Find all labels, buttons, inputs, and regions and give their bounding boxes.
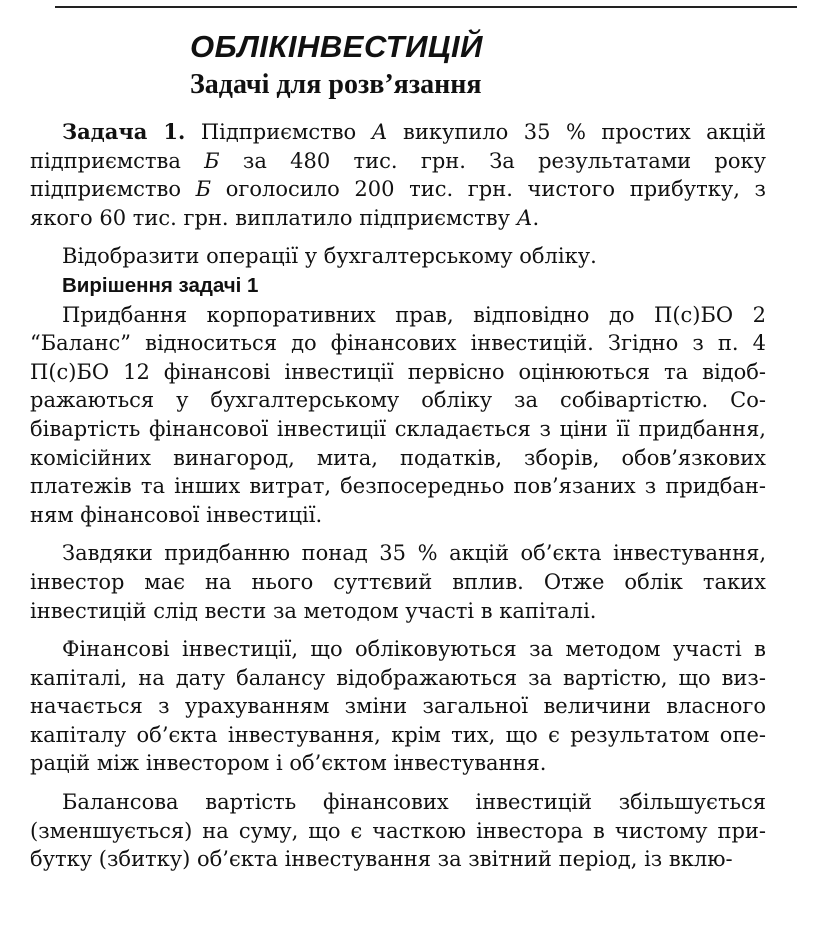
company-b-ref-1: Б — [204, 148, 220, 173]
task-1-paragraph — [30, 118, 766, 232]
page-heading — [190, 30, 790, 102]
document-body — [30, 118, 766, 874]
company-a-ref-2: А — [516, 205, 533, 230]
solution-heading-text: Вирішення задачі 1 — [62, 273, 259, 297]
body-paragraph-1: Придбання корпоративних прав, відповідно до П(с)БО 2 “Баланс” відноситься до фінансових інвестицій. Згідно з п. 4 П(с)БО 12 фінансові інвестиції первісно оцінюються та відображаються у бухгалтерському обліку за собівартістю. Собівартість фінансової інвестиції складається з ціни її придбання, комісійних винагород, мита, податків, зборів, обов’язкових платежів та інших витрат, безпосередньо пов’язаних з придбанням фінансової інвестиції. — [30, 302, 766, 527]
instruction-paragraph: Відобразити операції у бухгалтерському обліку. — [62, 244, 597, 269]
page-subtitle: Задачі для розв’язання — [190, 69, 482, 100]
task-1-text-4: оголосило 200 тис. грн. чистого прибутку, з якого 60 тис. грн. виплатило підприємству — [30, 177, 766, 230]
task-1-text-2: викупило 35 % простих акцій підприємства — [30, 120, 766, 173]
page-title: ОБЛІКІНВЕСТИЦІЙ — [190, 29, 483, 64]
task-1-text-3: за 480 тис. грн. За результатами року підприємство — [30, 148, 766, 202]
company-a-ref-1: А — [371, 120, 388, 144]
company-b-ref-2: Б — [195, 177, 212, 202]
task-1-text-1: Підприємство — [185, 120, 372, 144]
body-paragraph-2: Завдяки придбанню понад 35 % акцій об’єкта інвестування, інвестор має на нього суттєвий вплив. Отже облік таких інвестицій слід вести за методом участі в капіталі. — [30, 541, 766, 623]
task-1-label: Задача 1. — [62, 119, 186, 144]
solution-heading — [30, 271, 766, 301]
body-paragraph-4: Балансова вартість фінансових інвестицій збільшується (зменшується) на суму, що є часткою інвестора в чистому прибутку (збитку) об’єкта інвестування за звітний період, із вклю- — [30, 790, 766, 872]
task-1-text-5: . — [532, 205, 540, 230]
top-rule — [55, 6, 797, 8]
body-paragraph-3: Фінансові інвестиції, що обліковуються за методом участі в капіталі, на дату балансу відображаються за вартістю, що визначається з урахуванням зміни загальної величини власного капіталу об’єкта інвестування, крім тих, що є результатом операцій між інвестором і об’єктом інвестування. — [30, 637, 766, 776]
